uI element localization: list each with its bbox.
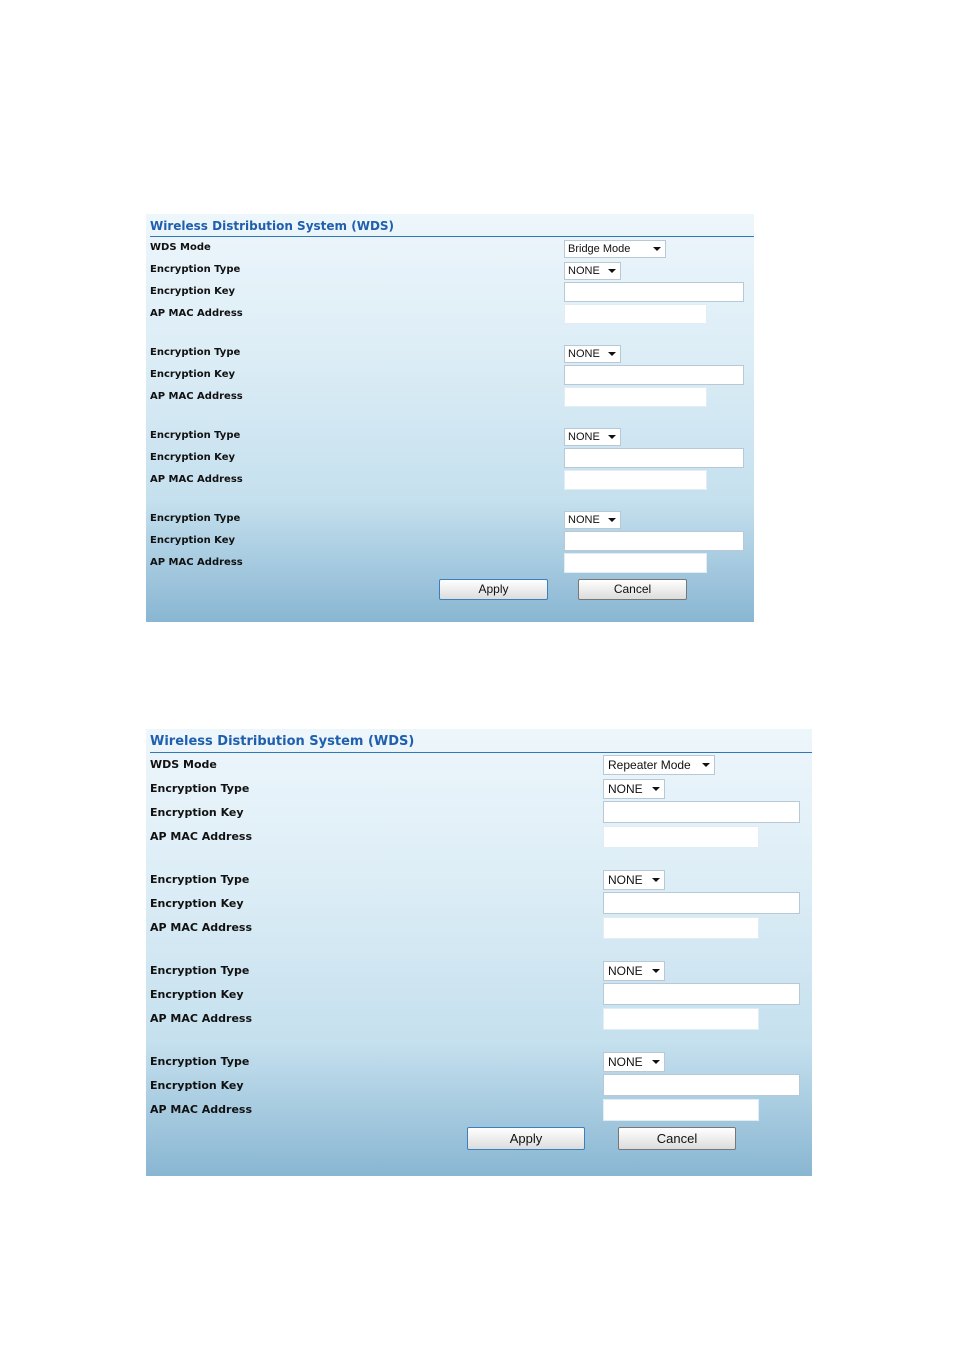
encryption-key-label: Encryption Key [150,897,244,910]
ap-mac-address-label: AP MAC Address [150,557,243,568]
ap-mac-address-input[interactable] [603,826,759,848]
chevron-down-icon [652,962,660,980]
encryption-type-value: NONE [608,964,643,978]
encryption-type-label: Encryption Type [150,873,250,886]
encryption-type-select[interactable] [603,1052,665,1072]
encryption-key-label: Encryption Key [150,535,236,546]
encryption-key-input[interactable] [603,1074,800,1096]
encryption-type-value: NONE [608,1055,643,1069]
chevron-down-icon [608,263,616,279]
panel-title: Wireless Distribution System (WDS) [150,733,812,753]
encryption-key-input[interactable] [564,531,744,551]
encryption-type-label: Encryption Type [150,347,241,358]
wds-mode-select[interactable] [564,240,666,258]
encryption-key-input[interactable] [603,892,800,914]
cancel-button[interactable]: Cancel [578,579,687,600]
encryption-key-label: Encryption Key [150,369,236,380]
wds-mode-label: WDS Mode [150,758,217,771]
encryption-key-input[interactable] [564,448,744,468]
chevron-down-icon [652,871,660,889]
ap-mac-address-input[interactable] [603,917,759,939]
cancel-button[interactable]: Cancel [618,1127,736,1150]
encryption-key-label: Encryption Key [150,286,236,297]
encryption-type-label: Encryption Type [150,513,241,524]
encryption-key-input[interactable] [564,282,744,302]
wds-panel-repeater [146,729,812,1176]
encryption-type-select[interactable] [564,262,621,280]
ap-mac-address-input[interactable] [603,1099,759,1121]
wds-mode-label: WDS Mode [150,242,211,253]
encryption-key-label: Encryption Key [150,452,236,463]
encryption-type-select[interactable] [564,345,621,363]
encryption-type-label: Encryption Type [150,964,250,977]
encryption-type-label: Encryption Type [150,1055,250,1068]
encryption-key-input[interactable] [603,801,800,823]
ap-mac-address-input[interactable] [564,553,707,573]
encryption-key-label: Encryption Key [150,1079,244,1092]
encryption-type-label: Encryption Type [150,782,250,795]
chevron-down-icon [608,346,616,362]
chevron-down-icon [702,756,710,774]
chevron-down-icon [653,241,661,257]
encryption-type-value: NONE [608,873,643,887]
ap-mac-address-input[interactable] [564,304,707,324]
wds-mode-select[interactable] [603,755,715,775]
ap-mac-address-label: AP MAC Address [150,391,243,402]
ap-mac-address-label: AP MAC Address [150,1012,253,1025]
encryption-type-select[interactable] [564,428,621,446]
ap-mac-address-label: AP MAC Address [150,308,243,319]
encryption-key-label: Encryption Key [150,988,244,1001]
encryption-key-input[interactable] [564,365,744,385]
chevron-down-icon [652,1053,660,1071]
ap-mac-address-label: AP MAC Address [150,474,243,485]
chevron-down-icon [608,512,616,528]
panel-title: Wireless Distribution System (WDS) [150,218,754,237]
encryption-type-select[interactable] [603,961,665,981]
encryption-type-value: NONE [568,265,600,277]
ap-mac-address-label: AP MAC Address [150,830,253,843]
chevron-down-icon [652,780,660,798]
apply-button[interactable]: Apply [439,579,548,600]
encryption-type-value: NONE [568,514,600,526]
ap-mac-address-input[interactable] [564,387,707,407]
encryption-type-select[interactable] [564,511,621,529]
wds-mode-value: Repeater Mode [608,758,691,772]
encryption-type-value: NONE [608,782,643,796]
encryption-type-value: NONE [568,348,600,360]
ap-mac-address-input[interactable] [564,470,707,490]
apply-button[interactable]: Apply [467,1127,585,1150]
ap-mac-address-label: AP MAC Address [150,1103,253,1116]
encryption-key-input[interactable] [603,983,800,1005]
chevron-down-icon [608,429,616,445]
encryption-type-label: Encryption Type [150,430,241,441]
encryption-type-select[interactable] [603,870,665,890]
ap-mac-address-label: AP MAC Address [150,921,253,934]
wds-panel-bridge [146,214,754,622]
encryption-type-select[interactable] [603,779,665,799]
encryption-type-value: NONE [568,431,600,443]
encryption-key-label: Encryption Key [150,806,244,819]
wds-mode-value: Bridge Mode [568,243,631,255]
ap-mac-address-input[interactable] [603,1008,759,1030]
encryption-type-label: Encryption Type [150,264,241,275]
